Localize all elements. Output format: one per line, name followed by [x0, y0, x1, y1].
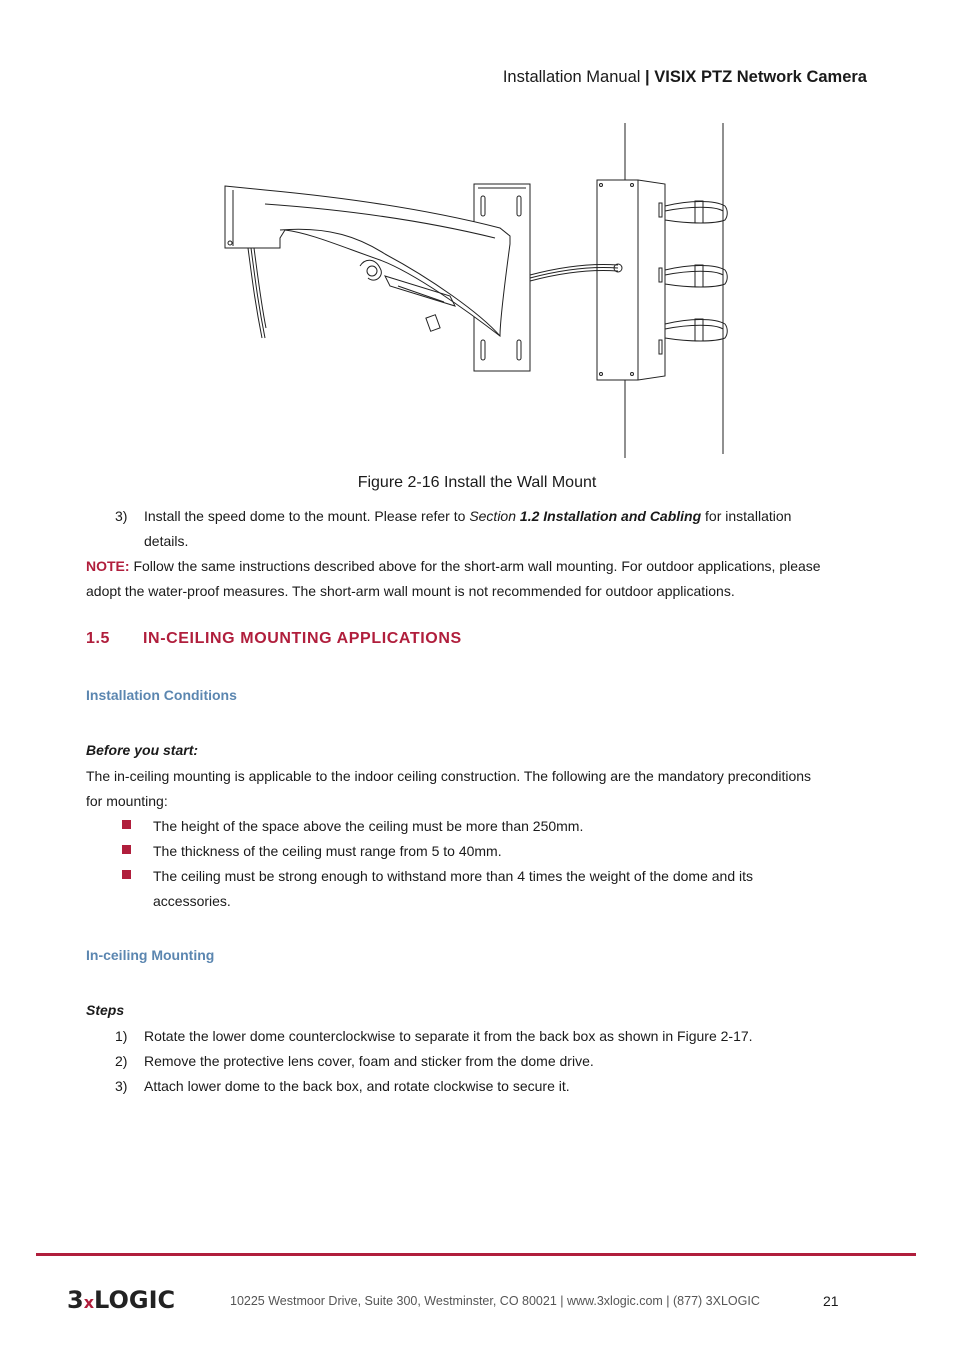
- section-title: IN-CEILING MOUNTING APPLICATIONS: [143, 630, 462, 647]
- manual-title: Installation Manual: [502, 68, 641, 86]
- section-reference: 1.2 Installation and Cabling: [519, 508, 702, 524]
- step-text-continued: details.: [144, 533, 189, 549]
- product-name: VISIX PTZ Network Camera: [654, 68, 867, 86]
- bullet-marker: [122, 845, 131, 854]
- page-header: [503, 68, 867, 87]
- section-number: 1.5: [86, 630, 111, 647]
- fixing-screw: [426, 315, 440, 332]
- bullet-item: The thickness of the ceiling must range from 5 to 40mm.: [153, 843, 502, 859]
- subheading-in-ceiling-mounting: In-ceiling Mounting: [86, 947, 215, 963]
- bullet-item-continued: accessories.: [153, 893, 231, 909]
- company-logo: 3xLOGIC: [67, 1286, 176, 1314]
- page-number: 21: [823, 1293, 839, 1309]
- bullet-item: The height of the space above the ceiling must be more than 250mm.: [153, 818, 584, 834]
- step-number: 3): [115, 508, 128, 524]
- step-number: 2): [115, 1053, 128, 1069]
- step-text: Rotate the lower dome counterclockwise to separate it from the back box as shown in Figure 2-17.: [144, 1028, 753, 1044]
- before-you-start-label: Before you start:: [86, 742, 199, 758]
- note-label: NOTE:: [86, 558, 130, 574]
- footer-divider: [36, 1253, 916, 1256]
- step-text: Remove the protective lens cover, foam and sticker from the dome drive.: [144, 1053, 594, 1069]
- pole-clamp-1: [665, 201, 727, 223]
- step-text: Install the speed dome to the mount. Please refer to Section 1.2 Installation and Cabling for installation: [144, 508, 792, 524]
- bullet-marker: [122, 870, 131, 879]
- note-paragraph: NOTE: Follow the same instructions described above for the short-arm wall mounting. For outdoor applications, please: [86, 558, 821, 574]
- steps-label: Steps: [86, 1002, 125, 1018]
- wall-mount-illustration: [200, 118, 750, 463]
- wall-mount-arm: [225, 186, 510, 336]
- intro-paragraph: The in-ceiling mounting is applicable to the indoor ceiling construction. The following are the mandatory preconditions: [86, 768, 812, 784]
- pole-mount-box: [597, 180, 665, 380]
- step-text: Attach lower dome to the back box, and rotate clockwise to secure it.: [144, 1078, 570, 1094]
- step-number: 1): [115, 1028, 128, 1044]
- note-paragraph-line2: adopt the water-proof measures. The short-arm wall mount is not recommended for outdoor applications.: [86, 583, 735, 599]
- step-number: 3): [115, 1078, 128, 1094]
- bullet-marker: [122, 820, 131, 829]
- pole-clamp-3: [665, 319, 727, 341]
- footer-address: 10225 Westmoor Drive, Suite 300, Westminster, CO 80021 | www.3xlogic.com | (877) 3XLOGIC: [230, 1294, 760, 1308]
- intro-paragraph-line2: for mounting:: [86, 793, 168, 809]
- header-separator: |: [645, 68, 650, 86]
- bracket-hook: [360, 260, 381, 280]
- bullet-item: The ceiling must be strong enough to withstand more than 4 times the weight of the dome and its: [153, 868, 754, 884]
- section-heading: [86, 630, 462, 648]
- figure-caption: Figure 2-16 Install the Wall Mount: [357, 474, 597, 491]
- pole-clamp-2: [665, 265, 727, 287]
- subheading-installation-conditions: Installation Conditions: [86, 687, 237, 703]
